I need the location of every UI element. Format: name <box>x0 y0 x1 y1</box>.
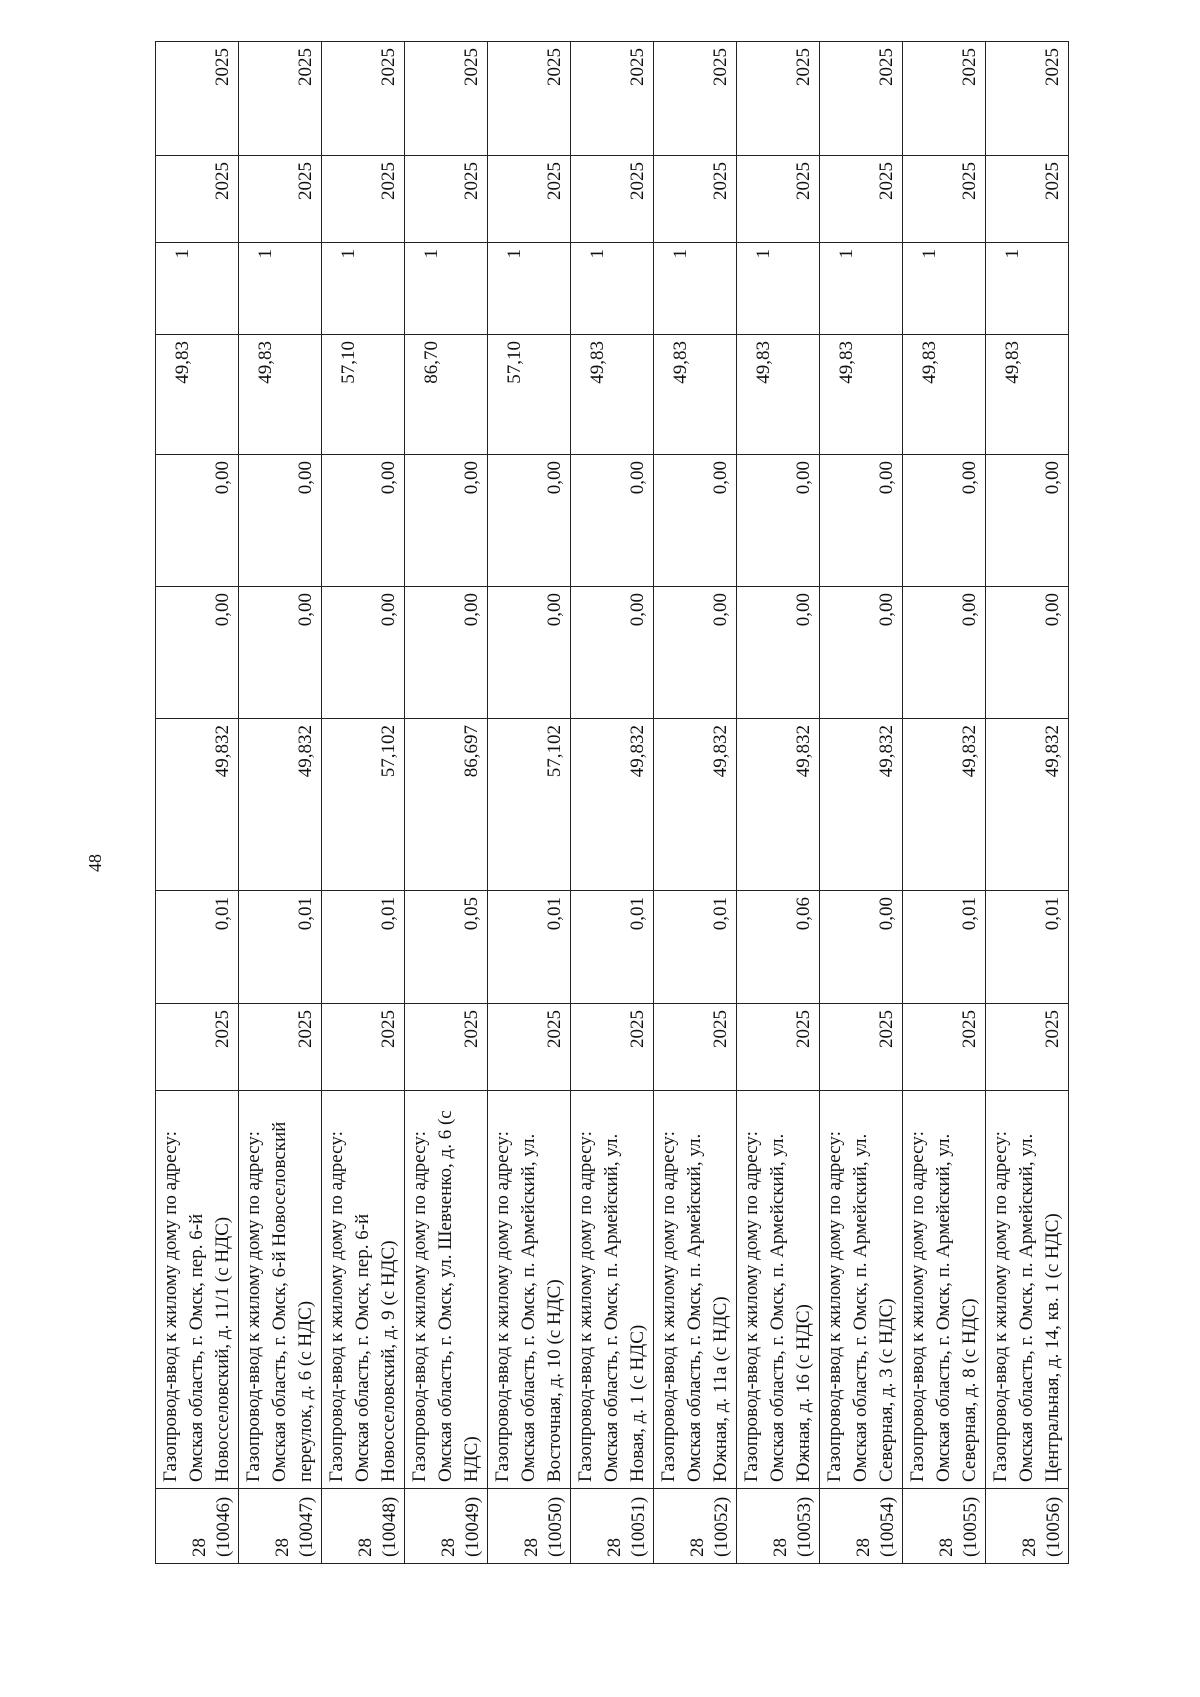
row-value-2: 0,00 <box>156 455 239 587</box>
row-length: 0,01 <box>322 891 405 1004</box>
row-quantity: 1 <box>239 243 322 335</box>
row-code <box>820 1489 903 1564</box>
row-number: 28 <box>1019 1538 1040 1557</box>
row-code-value: (10047) <box>296 1496 317 1557</box>
row-code <box>986 1489 1069 1564</box>
row-number: 28 <box>272 1538 293 1557</box>
row-year-3: 2025 <box>322 42 405 156</box>
row-description: Газопровод-ввод к жилому дому по адресу: Омская область, г. Омск, п. Армейский, ул. Восточная, д. 10 (с НДС) <box>488 1091 571 1489</box>
row-code-value: (10049) <box>462 1496 483 1557</box>
row-number: 28 <box>355 1538 376 1557</box>
row-year-start: 2025 <box>322 1004 405 1091</box>
row-year-start: 2025 <box>986 1004 1069 1091</box>
row-value-1: 0,00 <box>654 587 737 719</box>
row-quantity: 1 <box>986 243 1069 335</box>
row-year-3: 2025 <box>571 42 654 156</box>
row-description: Газопровод-ввод к жилому дому по адресу: Омская область, г. Омск, п. Армейский, ул. Северная, д. 8 (с НДС) <box>903 1091 986 1489</box>
row-quantity: 1 <box>156 243 239 335</box>
row-quantity: 1 <box>903 243 986 335</box>
object-table <box>155 41 1069 1564</box>
row-code-value: (10055) <box>960 1496 981 1557</box>
row-cost: 49,832 <box>156 719 239 891</box>
row-value-1: 0,00 <box>405 587 488 719</box>
row-number: 28 <box>687 1538 708 1557</box>
table-row <box>156 42 239 1564</box>
row-total: 57,10 <box>322 335 405 455</box>
row-total: 49,83 <box>986 335 1069 455</box>
row-number: 28 <box>770 1538 791 1557</box>
row-length: 0,01 <box>654 891 737 1004</box>
row-year-2: 2025 <box>405 156 488 243</box>
row-year-3: 2025 <box>986 42 1069 156</box>
row-number: 28 <box>521 1538 542 1557</box>
row-cost: 49,832 <box>571 719 654 891</box>
row-value-2: 0,00 <box>654 455 737 587</box>
row-value-2: 0,00 <box>239 455 322 587</box>
row-year-2: 2025 <box>903 156 986 243</box>
row-quantity: 1 <box>571 243 654 335</box>
row-total: 49,83 <box>571 335 654 455</box>
table-row <box>239 42 322 1564</box>
row-year-3: 2025 <box>820 42 903 156</box>
row-description: Газопровод-ввод к жилому дому по адресу: Омская область, г. Омск, п. Армейский, ул. Южная, д. 16 (с НДС) <box>737 1091 820 1489</box>
row-year-start: 2025 <box>156 1004 239 1091</box>
row-year-3: 2025 <box>239 42 322 156</box>
row-cost: 49,832 <box>903 719 986 891</box>
page-number: 48 <box>85 854 105 872</box>
row-year-2: 2025 <box>156 156 239 243</box>
row-quantity: 1 <box>820 243 903 335</box>
row-year-3: 2025 <box>156 42 239 156</box>
row-number: 28 <box>438 1538 459 1557</box>
row-year-2: 2025 <box>986 156 1069 243</box>
row-description: Газопровод-ввод к жилому дому по адресу: Омская область, г. Омск, п. Армейский, ул. Новая, д. 1 (с НДС) <box>571 1091 654 1489</box>
row-year-start: 2025 <box>571 1004 654 1091</box>
row-value-2: 0,00 <box>737 455 820 587</box>
row-code <box>322 1489 405 1564</box>
row-length: 0,00 <box>820 891 903 1004</box>
row-length: 0,01 <box>571 891 654 1004</box>
row-cost: 49,832 <box>820 719 903 891</box>
row-total: 86,70 <box>405 335 488 455</box>
row-length: 0,01 <box>156 891 239 1004</box>
row-year-start: 2025 <box>820 1004 903 1091</box>
row-number: 28 <box>189 1538 210 1557</box>
row-length: 0,05 <box>405 891 488 1004</box>
row-total: 49,83 <box>239 335 322 455</box>
row-code <box>654 1489 737 1564</box>
row-cost: 57,102 <box>488 719 571 891</box>
row-value-2: 0,00 <box>488 455 571 587</box>
row-quantity: 1 <box>488 243 571 335</box>
row-value-2: 0,00 <box>986 455 1069 587</box>
row-total: 49,83 <box>654 335 737 455</box>
table-row <box>903 42 986 1564</box>
row-year-2: 2025 <box>820 156 903 243</box>
row-quantity: 1 <box>737 243 820 335</box>
row-description: Газопровод-ввод к жилому дому по адресу: Омская область, г. Омск, п. Армейский, ул. Центральная, д. 14, кв. 1 (с НДС) <box>986 1091 1069 1489</box>
row-total: 49,83 <box>903 335 986 455</box>
table-row <box>737 42 820 1564</box>
row-length: 0,01 <box>239 891 322 1004</box>
row-cost: 49,832 <box>239 719 322 891</box>
row-code-value: (10048) <box>379 1496 400 1557</box>
table-row <box>488 42 571 1564</box>
row-value-2: 0,00 <box>405 455 488 587</box>
row-year-start: 2025 <box>488 1004 571 1091</box>
row-quantity: 1 <box>654 243 737 335</box>
row-code <box>571 1489 654 1564</box>
row-year-3: 2025 <box>903 42 986 156</box>
row-value-1: 0,00 <box>156 587 239 719</box>
row-value-1: 0,00 <box>986 587 1069 719</box>
row-code-value: (10051) <box>628 1496 649 1557</box>
row-cost: 49,832 <box>654 719 737 891</box>
row-value-1: 0,00 <box>322 587 405 719</box>
row-length: 0,01 <box>488 891 571 1004</box>
row-length: 0,01 <box>903 891 986 1004</box>
table-row <box>405 42 488 1564</box>
row-cost: 86,697 <box>405 719 488 891</box>
row-value-1: 0,00 <box>737 587 820 719</box>
row-year-start: 2025 <box>654 1004 737 1091</box>
row-length: 0,01 <box>986 891 1069 1004</box>
row-year-2: 2025 <box>654 156 737 243</box>
row-number: 28 <box>853 1538 874 1557</box>
row-value-1: 0,00 <box>571 587 654 719</box>
row-description: Газопровод-ввод к жилому дому по адресу: Омская область, г. Омск, п. Армейский, ул. Северная, д. 3 (с НДС) <box>820 1091 903 1489</box>
row-description: Газопровод-ввод к жилому дому по адресу: Омская область, г. Омск, пер. 6-й Новосселовский, д. 11/1 (с НДС) <box>156 1091 239 1489</box>
table-row <box>654 42 737 1564</box>
row-total: 49,83 <box>820 335 903 455</box>
row-description: Газопровод-ввод к жилому дому по адресу: Омская область, г. Омск, п. Армейский, ул. Южная, д. 11а (с НДС) <box>654 1091 737 1489</box>
row-cost: 57,102 <box>322 719 405 891</box>
row-year-2: 2025 <box>488 156 571 243</box>
row-code <box>156 1489 239 1564</box>
row-total: 49,83 <box>156 335 239 455</box>
row-value-2: 0,00 <box>903 455 986 587</box>
row-value-1: 0,00 <box>239 587 322 719</box>
row-code-value: (10054) <box>877 1496 898 1557</box>
row-value-1: 0,00 <box>488 587 571 719</box>
row-cost: 49,832 <box>986 719 1069 891</box>
row-year-start: 2025 <box>239 1004 322 1091</box>
row-description: Газопровод-ввод к жилому дому по адресу: Омская область, г. Омск, ул. Шевченко, д. 6 (с НДС) <box>405 1091 488 1489</box>
row-year-3: 2025 <box>654 42 737 156</box>
row-value-1: 0,00 <box>903 587 986 719</box>
row-quantity: 1 <box>405 243 488 335</box>
row-total: 57,10 <box>488 335 571 455</box>
rotated-table-container <box>155 42 1067 1564</box>
table-row <box>820 42 903 1564</box>
row-number: 28 <box>936 1538 957 1557</box>
row-year-2: 2025 <box>737 156 820 243</box>
row-description: Газопровод-ввод к жилому дому по адресу: Омская область, г. Омск, 6-й Новоселовский переулок, д. 6 (с НДС) <box>239 1091 322 1489</box>
row-year-2: 2025 <box>571 156 654 243</box>
row-value-2: 0,00 <box>571 455 654 587</box>
row-code <box>737 1489 820 1564</box>
row-year-start: 2025 <box>737 1004 820 1091</box>
row-cost: 49,832 <box>737 719 820 891</box>
row-code <box>488 1489 571 1564</box>
row-value-2: 0,00 <box>322 455 405 587</box>
row-code-value: (10056) <box>1043 1496 1064 1557</box>
row-year-2: 2025 <box>239 156 322 243</box>
row-code-value: (10046) <box>213 1496 234 1557</box>
row-code-value: (10050) <box>545 1496 566 1557</box>
row-value-1: 0,00 <box>820 587 903 719</box>
row-year-2: 2025 <box>322 156 405 243</box>
row-code <box>903 1489 986 1564</box>
row-year-3: 2025 <box>488 42 571 156</box>
row-year-3: 2025 <box>737 42 820 156</box>
table-row <box>986 42 1069 1564</box>
row-total: 49,83 <box>737 335 820 455</box>
row-code-value: (10052) <box>711 1496 732 1557</box>
row-code <box>239 1489 322 1564</box>
row-year-start: 2025 <box>405 1004 488 1091</box>
row-code <box>405 1489 488 1564</box>
row-code-value: (10053) <box>794 1496 815 1557</box>
row-number: 28 <box>604 1538 625 1557</box>
table-row <box>571 42 654 1564</box>
row-value-2: 0,00 <box>820 455 903 587</box>
table-row <box>322 42 405 1564</box>
row-description: Газопровод-ввод к жилому дому по адресу: Омская область, г. Омск, пер. 6-й Новосселовский, д. 9 (с НДС) <box>322 1091 405 1489</box>
row-year-start: 2025 <box>903 1004 986 1091</box>
row-length: 0,06 <box>737 891 820 1004</box>
row-quantity: 1 <box>322 243 405 335</box>
row-year-3: 2025 <box>405 42 488 156</box>
